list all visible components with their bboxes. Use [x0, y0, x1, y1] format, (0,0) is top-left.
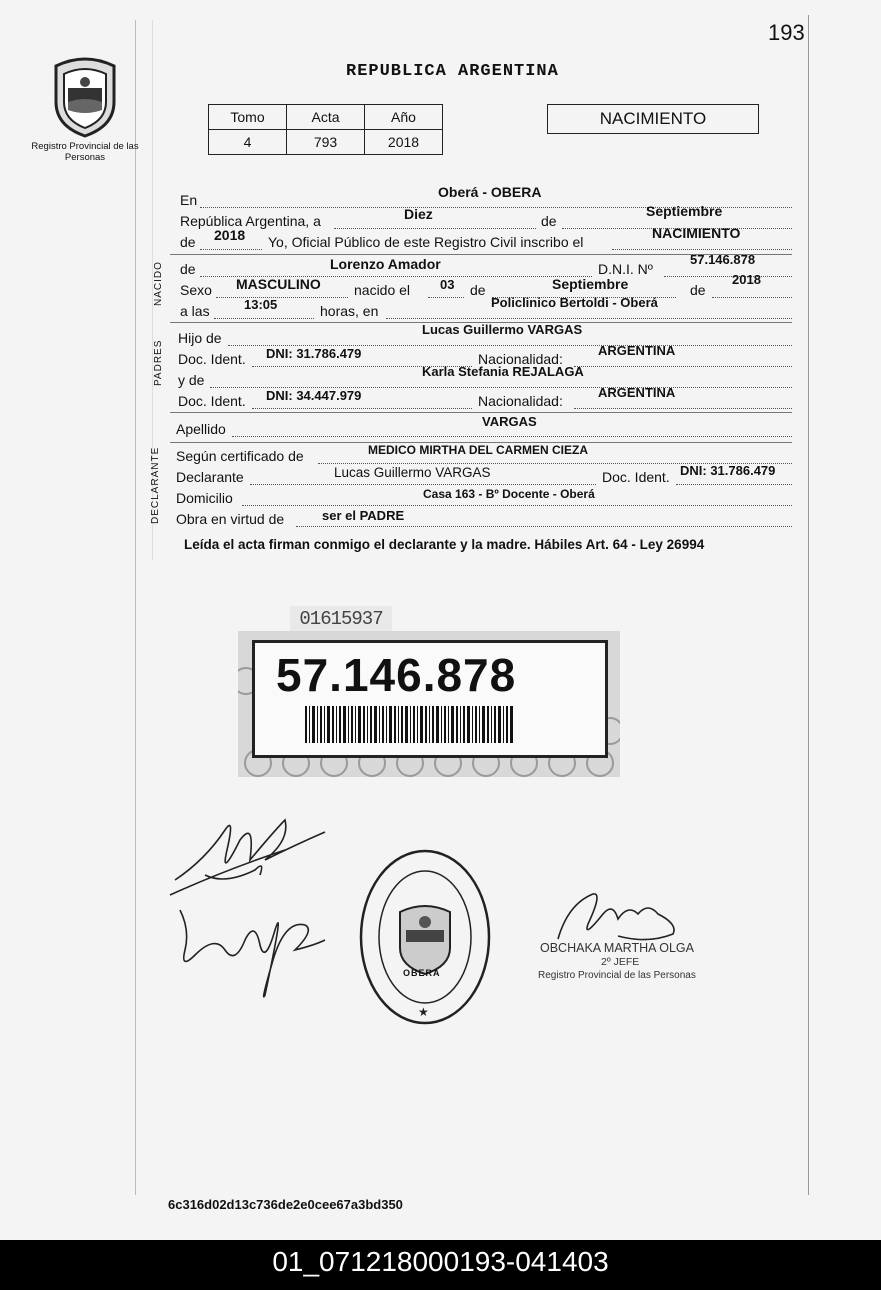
footer-code: 01_071218000193-041403 [0, 1240, 881, 1290]
section-declarante: DECLARANTE [150, 446, 161, 524]
record-table [208, 104, 443, 155]
father-name: Lucas Guillermo VARGAS [422, 322, 583, 337]
mother-name: Karla Stefania REJALAGA [422, 364, 584, 379]
label-a-las: a las [180, 303, 210, 319]
dotted-line [676, 483, 792, 485]
dotted-line [200, 248, 262, 250]
acta-header: Acta [287, 105, 365, 130]
section-nacido: NACIDO [153, 261, 164, 306]
dotted-line [428, 296, 464, 298]
closing-text: Leída el acta firman conmigo el declarante y la madre. Hábiles Art. 64 - Ley 26994 [184, 537, 705, 552]
father-nationality: ARGENTINA [598, 343, 676, 358]
official-office: Registro Provincial de las Personas [538, 970, 696, 981]
label-de: de [180, 234, 196, 250]
record-type-box: NACIMIENTO [547, 104, 759, 134]
birth-location: Policlinico Bertoldi - Oberá [491, 295, 658, 310]
declarant-name: Lucas Guillermo VARGAS [334, 465, 491, 480]
tomo-header: Tomo [209, 105, 287, 130]
label-de: de [470, 282, 486, 298]
month-words: Septiembre [646, 203, 723, 219]
dotted-line [232, 435, 792, 437]
child-dni: 57.146.878 [690, 252, 756, 267]
section-padres: PADRES [153, 339, 164, 386]
sticker-serial: 01615937 [290, 606, 392, 632]
label-segun: Según certificado de [176, 448, 304, 464]
dotted-line [612, 248, 792, 250]
section-divider [170, 412, 792, 413]
dotted-line [712, 296, 792, 298]
barcode-icon [305, 706, 513, 743]
province-emblem-icon [50, 54, 120, 138]
birth-year: 2018 [732, 272, 761, 287]
label-de: de [180, 261, 196, 277]
birth-day: 03 [440, 277, 455, 292]
declarant-doc: DNI: 31.786.479 [680, 463, 776, 478]
certificate-issuer: MEDICO MIRTHA DEL CARMEN CIEZA [368, 443, 588, 457]
label-apellido: Apellido [176, 421, 226, 437]
label-nacionalidad: Nacionalidad: [478, 393, 563, 409]
tomo-value: 4 [209, 130, 287, 155]
label-domicilio: Domicilio [176, 490, 233, 506]
dotted-line [242, 504, 792, 506]
registry-name: Registro Provincial de las Personas [31, 141, 139, 163]
surname: VARGAS [482, 414, 537, 429]
dotted-line [296, 525, 792, 527]
dotted-line [216, 296, 348, 298]
label-dni: D.N.I. Nº [598, 261, 653, 277]
dotted-line [250, 483, 596, 485]
label-nacionalidad: Nacionalidad: [478, 351, 563, 367]
official-role: 2º JEFE [601, 956, 640, 968]
child-sex: MASCULINO [236, 276, 321, 292]
label-de: de [541, 213, 557, 229]
label-doc-ident: Doc. Ident. [178, 393, 246, 409]
record-type-inline: NACIMIENTO [652, 225, 741, 241]
mother-doc: DNI: 34.447.979 [266, 388, 362, 403]
dotted-line [386, 317, 792, 319]
seal-city: OBERÁ [403, 968, 441, 978]
anio-value: 2018 [365, 130, 443, 155]
label-en: En [180, 192, 198, 208]
birth-month: Septiembre [552, 276, 629, 292]
svg-text:★: ★ [418, 1005, 429, 1019]
father-doc: DNI: 31.786.479 [266, 346, 362, 361]
label-y-de: y de [178, 372, 205, 388]
label-declarante: Declarante [176, 469, 244, 485]
official-name: OBCHAKA MARTHA OLGA [540, 941, 694, 955]
label-doc-ident: Doc. Ident. [602, 469, 670, 485]
dotted-line [574, 365, 792, 367]
dotted-line [664, 275, 792, 277]
margin-rule [808, 15, 809, 1195]
acta-value: 793 [287, 130, 365, 155]
year-words: 2018 [214, 227, 246, 243]
declarant-capacity: ser el PADRE [322, 508, 405, 523]
official-signature-icon [548, 884, 688, 948]
label-obra: Obra en virtud de [176, 511, 285, 527]
official-seal-icon [358, 848, 492, 1026]
dotted-line [574, 407, 792, 409]
document-title: REPUBLICA ARGENTINA [346, 62, 559, 81]
dotted-line [252, 407, 472, 409]
label-yo: Yo, Oficial Público de este Registro Civil inscribo el [268, 234, 584, 250]
child-name: Lorenzo Amador [330, 256, 441, 272]
margin-rule [135, 20, 136, 1195]
birth-time: 13:05 [244, 297, 278, 312]
label-sexo: Sexo [180, 282, 212, 298]
label-de: de [690, 282, 706, 298]
declarant-address: Casa 163 - Bº Docente - Oberá [423, 487, 595, 501]
label-doc-ident: Doc. Ident. [178, 351, 246, 367]
handwritten-signatures-icon [165, 800, 335, 1010]
label-republica: República Argentina, a [180, 213, 321, 229]
label-hijo-de: Hijo de [178, 330, 222, 346]
dotted-line [214, 317, 314, 319]
label-nacido-el: nacido el [354, 282, 411, 298]
page-number: 193 [768, 20, 805, 45]
anio-header: Año [365, 105, 443, 130]
dotted-line [334, 227, 536, 229]
label-horas-en: horas, en [320, 303, 379, 319]
birth-place: Oberá - OBERA [438, 184, 542, 200]
document-hash: 6c316d02d13c736de2e0cee67a3bd350 [168, 1197, 403, 1212]
day-words: Diez [404, 206, 433, 222]
sticker-dni-number: 57.146.878 [276, 649, 517, 701]
mother-nationality: ARGENTINA [598, 385, 676, 400]
